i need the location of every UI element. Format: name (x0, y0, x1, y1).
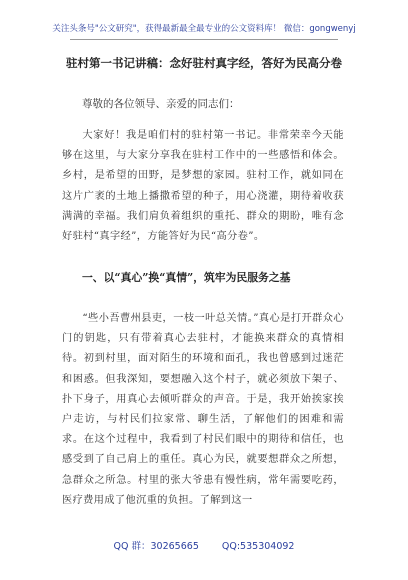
salutation: 尊敬的各位领导、亲爱的同志们： (82, 98, 240, 110)
body-paragraph-1: 大家好！我是咱们村的驻村第一书记。非常荣幸今天能够在这里，与大家分享我在驻村工作中的一些感悟和体会。乡村，是希望的田野，是梦想的家园。驻村工作，就如同在这片广袤的土地上播撒希望的种子，用心浇灌，期待着收获满满的幸福。我们肩负着组织的重托、群众的期盼，唯有念好驻村“真字经”，方能答好为民“高分卷”。 (62, 130, 344, 243)
document-title: 驻村第一书记讲稿：念好驻村真字经，答好为民高分卷 (66, 56, 342, 70)
body-paragraph-2: “些小吾曹州县吏，一枝一叶总关情。”真心是打开群众心门的钥匙，只有带着真心去驻村，才能换来群众的真情相待。初到村里，面对陌生的环境和面孔，我也曾感到过迷茫和困惑。但我深知，要想融入这个村子，就必须放下架子、扑下身子，用真心去倾听群众的声音。于是，我开始挨家挨户走访，与村民们拉家常、聊生活，了解他们的困难和需求。在这个过程中，我看到了村民们眼中的期待和信任，也感受到了自己肩上的重任。真心为民，就要想群众之所想，急群众之所急。村里的张大爷患有慢性病，常年需要吃药，医疗费用成了他沉重的负担。了解到这一 (62, 313, 344, 506)
header-divider (70, 39, 338, 40)
footer-contact (0, 538, 408, 552)
section-heading-1: 一、以“真心”换“真情”，筑牢为民服务之基 (82, 271, 291, 284)
footer-qq-group: QQ 群：30265665 (113, 541, 199, 552)
footer-qq: QQ:535304092 (221, 541, 295, 552)
header-note: 关注头条号"公文研究"，获得最新最全最专业的公文资料库！ 微信：gongwenyj (52, 24, 356, 34)
